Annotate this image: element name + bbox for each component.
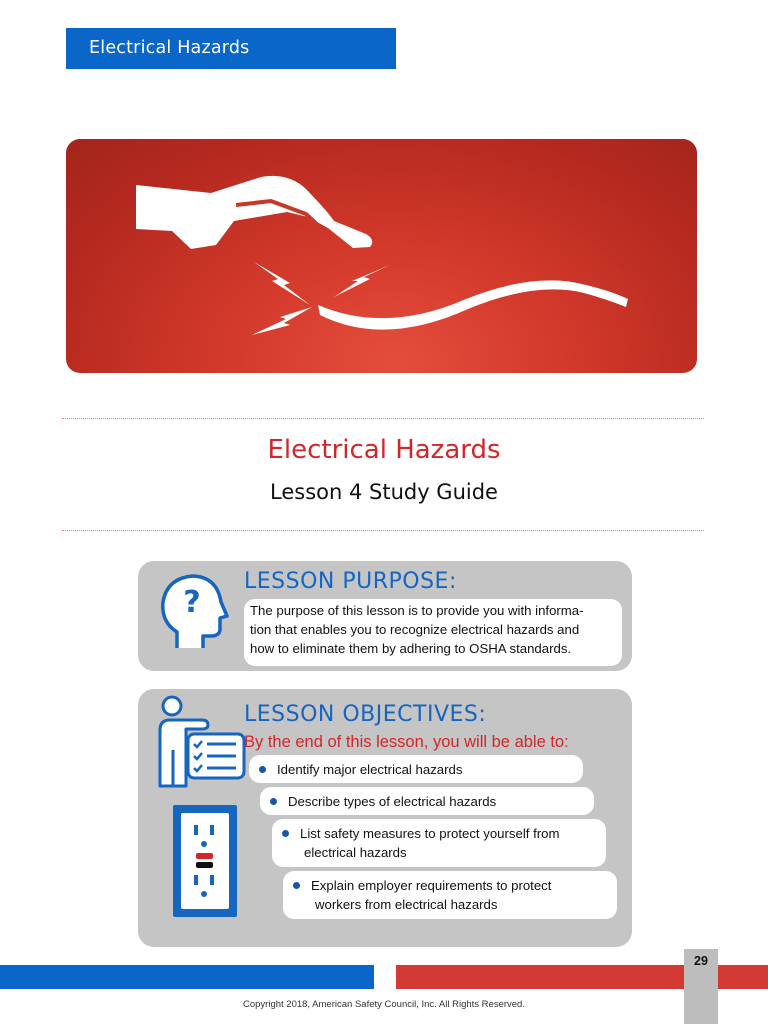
objective-item (260, 787, 594, 815)
svg-text:?: ? (183, 585, 201, 620)
question-head-icon (157, 572, 229, 652)
divider-bottom (62, 530, 704, 531)
section-header-tab: Electrical Hazards (66, 28, 396, 69)
lesson-purpose-text (244, 599, 622, 666)
purpose-line: how to eliminate them by adhering to OSHA standards. (250, 641, 572, 656)
bullet-icon (259, 766, 266, 773)
lesson-purpose-heading: LESSON PURPOSE: (244, 569, 457, 594)
bullet-icon (293, 882, 300, 889)
objective-text: List safety measures to protect yourself from (300, 826, 560, 841)
presenter-checklist-icon (150, 694, 248, 790)
page-number: 29 (694, 954, 708, 968)
objective-text: Identify major electrical hazards (277, 762, 463, 777)
objective-text-continued: workers from electrical hazards (315, 897, 498, 912)
lesson-objectives-lead: By the end of this lesson, you will be able to: (244, 733, 569, 751)
bullet-icon (270, 798, 277, 805)
page-title: Electrical Hazards (267, 435, 501, 465)
objective-text: Describe types of electrical hazards (288, 794, 497, 809)
outlet-icon (172, 804, 238, 918)
copyright-text: Copyright 2018, American Safety Council, Inc. All Rights Reserved. (243, 999, 525, 1010)
purpose-line: The purpose of this lesson is to provide you with informa- (250, 603, 584, 618)
bullet-icon (282, 830, 289, 837)
purpose-line: tion that enables you to recognize electrical hazards and (250, 622, 580, 637)
divider-top (62, 418, 704, 419)
page-subtitle: Lesson 4 Study Guide (270, 480, 498, 504)
objective-item (249, 755, 583, 783)
objective-text-continued: electrical hazards (304, 845, 407, 860)
hand-shock-icon (66, 139, 697, 373)
objective-text: Explain employer requirements to protect (311, 878, 552, 893)
lesson-objectives-heading: LESSON OBJECTIVES: (244, 702, 487, 727)
hero-banner (66, 139, 697, 373)
footer-bar-blue (0, 965, 374, 989)
objective-item (272, 819, 606, 867)
objective-item (283, 871, 617, 919)
